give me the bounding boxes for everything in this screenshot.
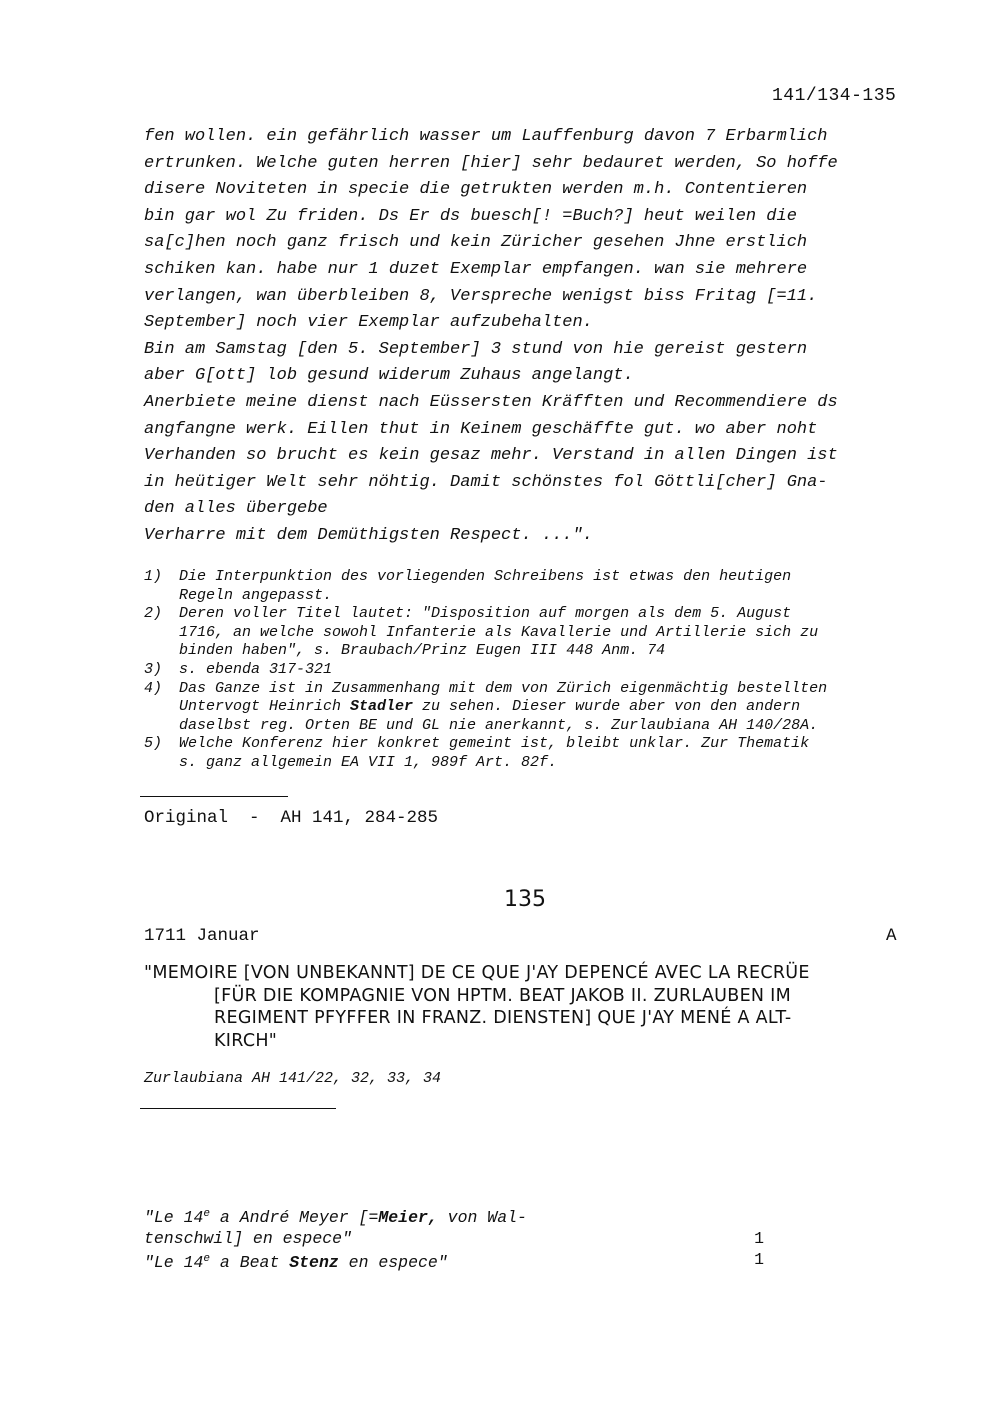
letter-line: September] noch vier Exemplar aufzubehalten. <box>144 313 593 333</box>
letter-line: ertrunken. Welche guten herren [hier] sehr bedauret werden, So hoffe <box>144 153 838 173</box>
footnote-line: s. ganz allgemein EA VII 1, 989f Art. 82f. <box>179 753 558 771</box>
section-divider <box>140 796 288 797</box>
entry-text-part: a André Meyer [= <box>210 1208 379 1227</box>
title-line: KIRCH" <box>214 1030 278 1051</box>
letter-line: den alles übergebe <box>144 499 328 519</box>
footnote-line: 1716, an welche sowohl Infanterie als Kavallerie und Artillerie sich zu <box>179 623 819 641</box>
footnote-number: 5) <box>144 735 163 753</box>
footnote-number: 1) <box>144 568 163 585</box>
entry-text-part: "Le 14 <box>144 1208 204 1227</box>
footnotes <box>144 568 924 773</box>
letter-line: in heütiger Welt sehr nöhtig. Damit schönstes fol Göttli[cher] Gna- <box>144 472 828 492</box>
letter-line: Verhanden so brucht es kein gesaz mehr. Verstand in allen Dingen ist <box>144 446 838 466</box>
footnote-text: Untervogt Heinrich <box>179 698 351 716</box>
entry-superscript: e <box>203 1208 211 1220</box>
entry-text-part: a Beat <box>210 1253 290 1272</box>
entry-superscript: e <box>203 1253 211 1265</box>
title-line: REGIMENT PFYFFER IN FRANZ. DIENSTEN] QUE J'AY MENÉ A ALT- <box>214 1008 792 1028</box>
document-title <box>144 962 914 1052</box>
title-line: [FÜR DIE KOMPAGNIE VON HPTM. BEAT JAKOB II. ZURLAUBEN IM <box>214 985 792 1006</box>
document-marker: A <box>886 926 897 946</box>
list-item <box>144 1249 764 1273</box>
letter-text <box>144 124 914 550</box>
footnote-line: Regeln angepasst. <box>179 586 333 604</box>
entry-name-bold: Meier, <box>378 1208 438 1227</box>
section-divider <box>140 1108 336 1109</box>
footnote-line: Die Interpunktion des vorliegenden Schreibens ist etwas den heutigen <box>179 568 792 585</box>
entry-value: 1 <box>754 1229 764 1248</box>
footnote-line <box>179 698 924 717</box>
footnote-line: daselbst reg. Orten BE und GL nie anerkannt, s. Zurlaubiana AH 140/28A. <box>179 716 819 734</box>
letter-line: sa[c]hen noch ganz frisch und kein Züricher gesehen Jhne erstlich <box>144 233 808 253</box>
title-line: "MEMOIRE [VON UNBEKANNT] DE CE QUE J'AY DEPENCÉ AVEC LA RECRÜE <box>144 963 810 983</box>
entry-text <box>144 1249 742 1273</box>
footnote-number: 3) <box>144 660 163 678</box>
footnote <box>144 605 924 661</box>
list-item <box>144 1228 764 1249</box>
footnote <box>144 568 924 605</box>
footnote <box>144 680 924 736</box>
entry-text: tenschwil] en espece" <box>144 1229 352 1248</box>
entry-text-part: "Le 14 <box>144 1253 204 1272</box>
letter-line: angfangne werk. Eillen thut in Keinem geschäffte gut. wo aber noht <box>144 419 818 439</box>
entry-name-bold: Stenz <box>289 1253 339 1272</box>
letter-line: fen wollen. ein gefährlich wasser um Lauffenburg davon 7 Erbarmlich <box>144 127 828 146</box>
entry-text-part: von Wal- <box>437 1208 527 1227</box>
letter-line: Verharre mit dem Demüthigsten Respect. ...". <box>144 525 593 545</box>
letter-line: aber G[ott] lob gesund widerum Zuhaus angelangt. <box>144 366 634 386</box>
entry-value <box>742 1204 764 1228</box>
original-reference: Original - AH 141, 284-285 <box>144 808 439 828</box>
footnote-line: Deren voller Titel lautet: "Disposition auf morgen als dem 5. August <box>179 605 792 623</box>
footnote-number: 2) <box>144 605 163 623</box>
letter-line: Anerbiete meine dienst nach Eüssersten Kräfften und Recommendiere ds <box>144 392 838 412</box>
document-number: 135 <box>504 887 546 912</box>
document-date: 1711 Januar <box>144 926 260 946</box>
letter-line: bin gar wol Zu friden. Ds Er ds buesch[! =Buch?] heut weilen die <box>144 206 797 226</box>
letter-line: disere Noviteten in specie die getrukten werden m.h. Contentieren <box>144 180 808 200</box>
letter-line: verlangen, wan überbleiben 8, Verspreche wenigst biss Fritag [=11. <box>144 286 818 306</box>
page-reference: 141/134-135 <box>772 86 897 106</box>
list-item <box>144 1204 764 1228</box>
footnote-name-bold: Stadler <box>350 698 414 716</box>
footnote <box>144 661 924 680</box>
document-source: Zurlaubiana AH 141/22, 32, 33, 34 <box>144 1070 442 1087</box>
entry-text-part: en espece" <box>338 1253 448 1272</box>
entry-value: 1 <box>754 1250 764 1269</box>
footnote-number: 4) <box>144 679 163 697</box>
entry-text <box>144 1204 742 1228</box>
footnote-line: Welche Konferenz hier konkret gemeint ist, bleibt unklar. Zur Thematik <box>179 735 810 753</box>
letter-line: schiken kan. habe nur 1 duzet Exemplar empfangen. wan sie mehrere <box>144 259 808 279</box>
letter-line: Bin am Samstag [den 5. September] 3 stund von hie gereist gestern <box>144 339 808 359</box>
footnote-line: binden haben", s. Braubach/Prinz Eugen III 448 Anm. 74 <box>179 642 666 660</box>
footnote <box>144 735 924 772</box>
footnote-line: s. ebenda 317-321 <box>179 660 333 678</box>
expense-entries <box>144 1204 764 1273</box>
footnote-text: zu sehen. Dieser wurde aber von den andern <box>413 698 801 716</box>
footnote-line: Das Ganze ist in Zusammenhang mit dem von Zürich eigenmächtig bestellten <box>179 679 828 697</box>
